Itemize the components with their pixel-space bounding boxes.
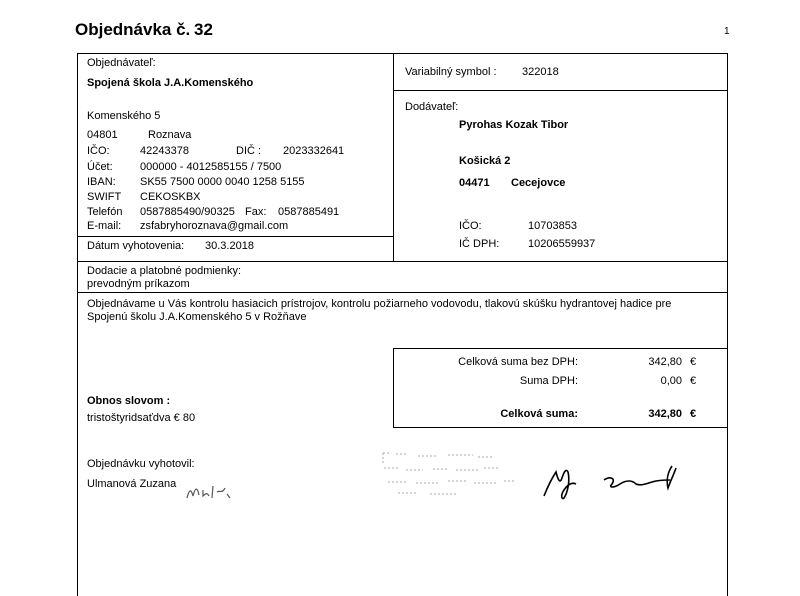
grand-total-currency: € (690, 408, 697, 420)
faint-stamp (378, 448, 523, 503)
supplier-city: Cecejovce (511, 177, 566, 189)
supplier-ico: 10703853 (528, 220, 577, 232)
terms-top-divider (77, 261, 728, 262)
frame-middle-divider (393, 53, 394, 262)
initials-signature (185, 480, 235, 505)
order-text-divider (77, 292, 728, 293)
amount-words-value: tristoštyridsaťdva € 80 (87, 412, 196, 424)
customer-iban: SK55 7500 0000 0040 1258 5155 (140, 176, 305, 188)
frame-left-line (77, 53, 78, 596)
grand-total-value: 342,80 (648, 408, 682, 420)
grand-total-label: Celková suma: (500, 408, 578, 420)
variable-symbol-label: Variabilný symbol : (405, 66, 497, 78)
net-total-currency: € (690, 356, 697, 368)
vat-currency: € (690, 375, 697, 387)
amount-words-label: Obnos slovom : (87, 395, 171, 407)
customer-label: Objednávateľ: (87, 57, 156, 69)
customer-iban-label: IBAN: (87, 176, 116, 188)
customer-phone-label: Telefón (87, 206, 123, 218)
frame-top-line (77, 53, 728, 54)
order-number: 32 (194, 20, 213, 39)
net-total-label: Celková suma bez DPH: (458, 356, 578, 368)
frame-right-line (727, 53, 728, 596)
customer-email-label: E-mail: (87, 220, 122, 232)
customer-dic-label: DIČ : (236, 145, 262, 157)
customer-phone: 0587885490/90325 (140, 206, 235, 218)
supplier-icdph-label: IČ DPH: (459, 238, 500, 250)
customer-name: Spojená škola J.A.Komenského (87, 77, 254, 89)
issue-date: 30.3.2018 (205, 240, 254, 252)
vat-value: 0,00 (660, 375, 682, 387)
customer-fax: 0587885491 (278, 206, 340, 218)
supplier-ico-label: IČO: (459, 220, 482, 232)
customer-ico-label: IČO: (87, 145, 110, 157)
net-total-value: 342,80 (648, 356, 682, 368)
page-number: 1 (724, 26, 730, 37)
customer-email: zsfabryhoroznava@gmail.com (140, 220, 289, 232)
customer-swift-label: SWIFT (87, 191, 122, 203)
issuer-label: Objednávku vyhotovil: (87, 458, 195, 470)
customer-account: 000000 - 4012585155 / 7500 (140, 161, 282, 173)
order-text-line1: Objednávame u Vás kontrolu hasiacich prístrojov, kontrolu požiarneho vodovodu, tlakovú skúšku hydrantovej hadice pre (87, 298, 672, 310)
variable-symbol-divider (393, 90, 728, 91)
customer-ico: 42243378 (140, 145, 189, 157)
supplier-zip: 04471 (459, 177, 490, 189)
issuer-name: Ulmanová Zuzana (87, 478, 177, 490)
customer-city: Roznava (148, 129, 192, 141)
customer-account-label: Účet: (87, 161, 113, 173)
handwritten-signature (540, 458, 690, 503)
vat-label: Suma DPH: (519, 375, 578, 387)
supplier-name: Pyrohas Kozak Tibor (459, 119, 569, 131)
supplier-street: Košická 2 (459, 155, 511, 167)
customer-swift: CEKOSKBX (140, 191, 201, 203)
customer-zip: 04801 (87, 129, 118, 141)
order-title: Objednávka č. (75, 20, 191, 39)
issue-date-divider (77, 236, 394, 237)
customer-street: Komenského 5 (87, 110, 161, 122)
customer-dic: 2023332641 (283, 145, 345, 157)
supplier-label: Dodávateľ: (405, 101, 459, 113)
order-text-line2: Spojenú školu J.A.Komenského 5 v Rožňave (87, 311, 307, 323)
supplier-icdph: 10206559937 (528, 238, 596, 250)
terms-label: Dodacie a platobné podmienky: (87, 265, 242, 277)
terms-value: prevodným príkazom (87, 278, 190, 290)
issue-date-label: Dátum vyhotovenia: (87, 240, 185, 252)
customer-fax-label: Fax: (245, 206, 267, 218)
variable-symbol-value: 322018 (522, 66, 559, 78)
